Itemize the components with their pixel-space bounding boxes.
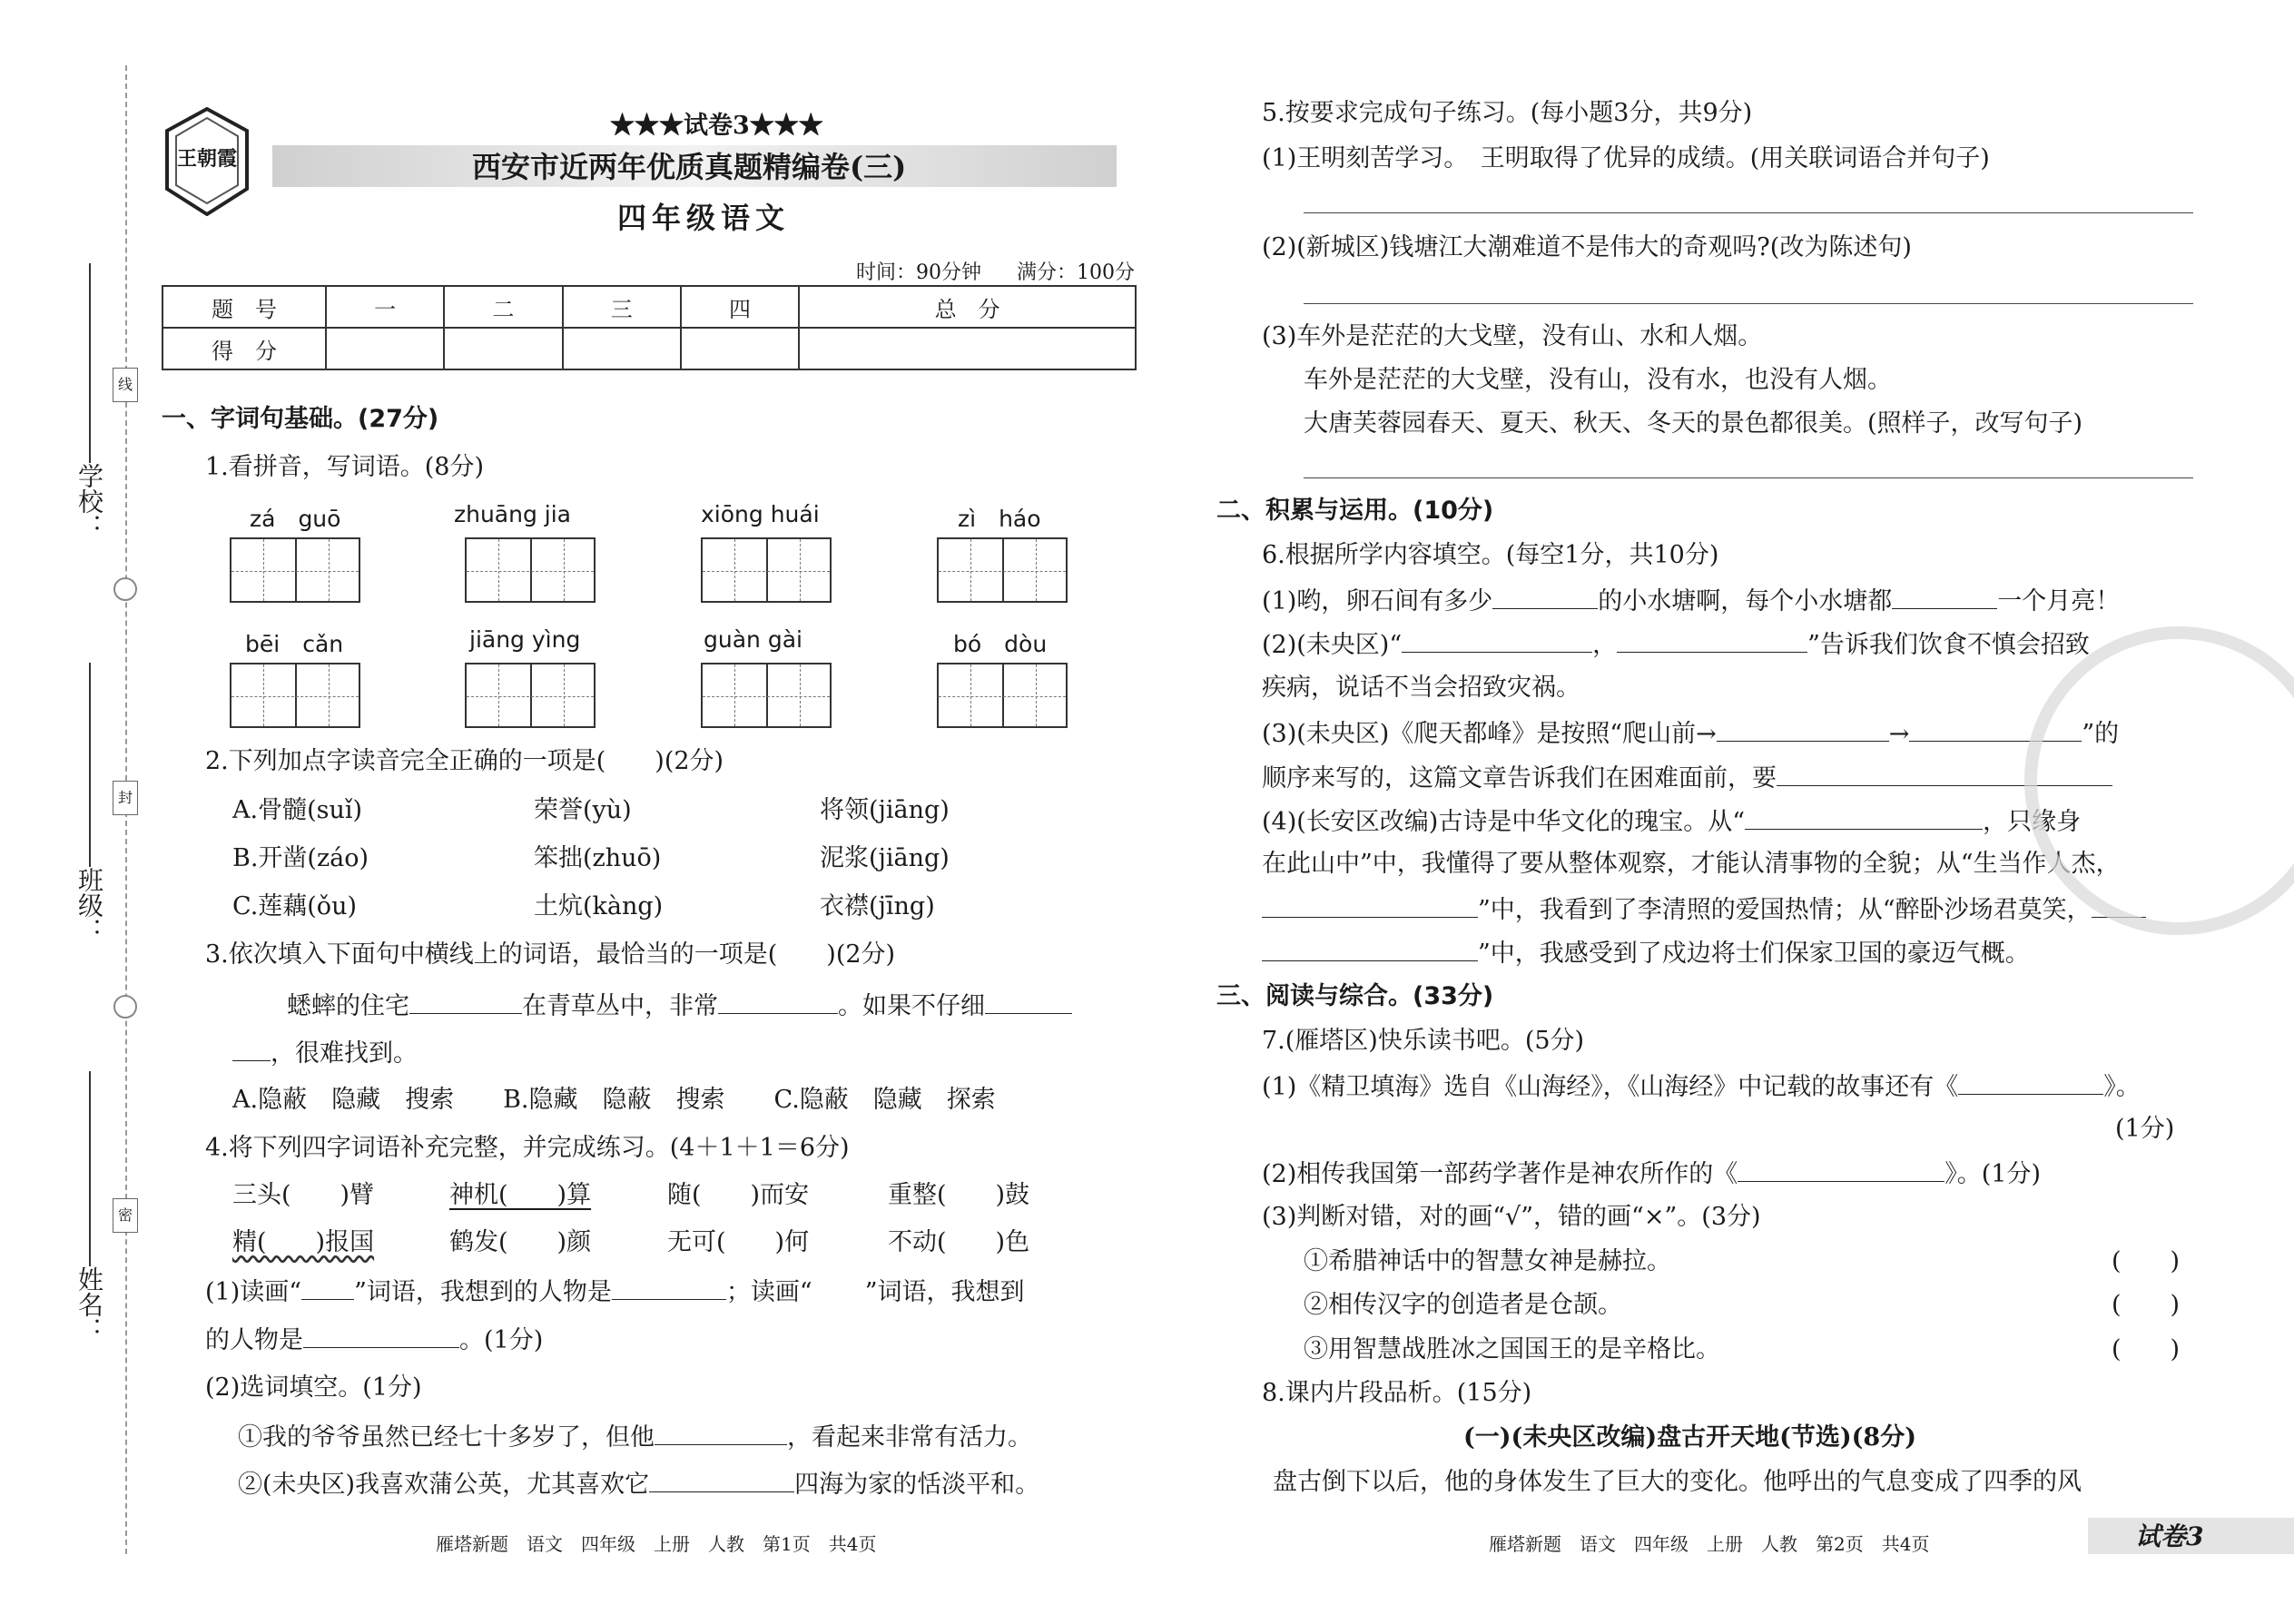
blank[interactable] xyxy=(1717,717,1889,742)
q4-word: 不动( )色 xyxy=(888,1228,1030,1256)
q7-title: 7.(雁塔区)快乐读书吧。(5分) xyxy=(1262,1027,1585,1055)
pinyin-label: zá guō xyxy=(250,506,341,532)
answer-line[interactable] xyxy=(1304,477,2193,478)
blank[interactable] xyxy=(232,1037,271,1061)
q7-sub1: (1)《精卫填海》选自《山海经》，《山海经》中记载的故事还有《 》。 xyxy=(1262,1070,2141,1103)
answer-line[interactable] xyxy=(1304,212,2193,213)
score-input[interactable] xyxy=(799,328,1136,369)
class-field[interactable] xyxy=(89,663,91,867)
section-3-heading: 三、阅读与综合。(33分) xyxy=(1216,982,1494,1010)
writing-grid[interactable] xyxy=(937,537,1068,603)
logo-badge xyxy=(163,107,251,216)
score-table-cell: 四 xyxy=(681,286,799,328)
section-1-heading: 一、字词句基础。(27分) xyxy=(162,405,439,433)
mark-box-3: 密 xyxy=(113,1198,138,1233)
score-input[interactable] xyxy=(681,328,799,369)
q6-sub4-line4: ”中，我感受到了戍边将士们保家卫国的豪迈气概。 xyxy=(1262,937,2030,969)
score-input[interactable] xyxy=(563,328,681,369)
q4-word: 重整( )鼓 xyxy=(888,1181,1030,1209)
q7-sub3: (3)判断对错，对的画“√”，错的画“×”。(3分) xyxy=(1262,1203,1761,1231)
q5-sub2: (2)(新城区)钱塘江大潮难道不是伟大的奇观吗?(改为陈述句) xyxy=(1262,233,1912,261)
q8-passage: 盘古倒下以后，他的身体发生了巨大的变化。他呼出的气息变成了四季的风 xyxy=(1273,1468,2082,1496)
q2-option-b1: B.开凿(záo) xyxy=(232,844,369,872)
page-footer-left: 雁塔新题 语文 四年级 上册 人教 第1页 共4页 xyxy=(436,1533,877,1555)
section-2-heading: 二、积累与运用。(10分) xyxy=(1216,497,1494,525)
blank[interactable] xyxy=(655,1421,787,1445)
blank[interactable] xyxy=(649,1468,794,1492)
mark-box-1: 线 xyxy=(113,368,138,402)
school-label: 学校： xyxy=(74,463,104,539)
writing-grid[interactable] xyxy=(465,663,596,728)
q2-option-c2: 土炕(kàng) xyxy=(534,892,664,920)
exam-full-score: 满分：100分 xyxy=(1017,261,1135,284)
q2-option-a3: 将领(jiāng) xyxy=(820,796,950,824)
q4-word: 鹤发( )颜 xyxy=(449,1228,592,1256)
writing-grid[interactable] xyxy=(937,663,1068,728)
q5-sub1: (1)王明刻苦学习。 王明取得了优异的成绩。(用关联词语合并句子) xyxy=(1262,144,1990,172)
q8-title: 8.课内片段品析。(15分) xyxy=(1262,1379,1532,1407)
q4-word: 神机( )算 xyxy=(449,1181,592,1209)
q4-word: 精( )报国 xyxy=(232,1228,375,1256)
pinyin-label: zì háo xyxy=(958,506,1041,532)
blank[interactable] xyxy=(1492,585,1598,609)
q4-sub2: (2)选词填空。(1分) xyxy=(205,1373,422,1402)
blank[interactable] xyxy=(1745,805,1983,830)
pinyin-label: bó dòu xyxy=(953,631,1048,657)
q4-word: 三头( )臂 xyxy=(232,1181,375,1209)
exam-subtitle: 四年级语文 xyxy=(617,201,791,235)
writing-grid[interactable] xyxy=(230,663,360,728)
q2-title: 2.下列加点字读音完全正确的一项是( )(2分) xyxy=(205,747,724,775)
q6-sub3-line2: 顺序来写的，这篇文章告诉我们在困难面前，要 xyxy=(1262,762,2112,794)
q2-option-c1: C.莲藕(ǒu) xyxy=(232,892,357,920)
score-table-cell: 题 号 xyxy=(162,286,326,328)
q3-options: A.隐蔽 隐藏 搜索 B.隐藏 隐蔽 搜索 C.隐蔽 隐藏 探索 xyxy=(232,1086,996,1114)
writing-grid[interactable] xyxy=(230,537,360,603)
blank[interactable] xyxy=(612,1275,726,1300)
exam-title: 西安市近两年优质真题精编卷(三) xyxy=(472,150,907,184)
blank[interactable] xyxy=(985,989,1072,1014)
writing-grid[interactable] xyxy=(465,537,596,603)
pinyin-label: jiāng yìng xyxy=(469,626,581,653)
logo-text: 王朝霞 xyxy=(176,147,237,171)
blank[interactable] xyxy=(1738,1157,1944,1182)
q7-sub1-points: (1分) xyxy=(2115,1115,2175,1143)
q6-sub4-line3: ”中，我看到了李清照的爱国热情；从“醉卧沙场君莫笑， xyxy=(1262,893,2146,926)
pinyin-label: zhuāng jia xyxy=(454,501,572,527)
q7-sub2: (2)相传我国第一部药学著作是神农所作的《 》。(1分) xyxy=(1262,1157,2041,1190)
q2-option-a1: A.骨髓(suǐ) xyxy=(232,796,363,824)
blank[interactable] xyxy=(1262,893,1478,918)
pinyin-label: guàn gài xyxy=(704,626,802,653)
q4-word: 随( )而安 xyxy=(667,1181,810,1209)
score-input[interactable] xyxy=(444,328,562,369)
class-label: 班级： xyxy=(74,867,104,943)
pinyin-label: xiōng huái xyxy=(701,501,820,527)
blank[interactable] xyxy=(409,989,522,1014)
q6-sub4-line2: 在此山中”中，我懂得了要从整体观察，才能认清事物的全貌；从“生当作人杰， xyxy=(1262,850,2121,878)
q5-sub3-line1: (3)车外是茫茫的大戈壁，没有山、水和人烟。 xyxy=(1262,322,1763,350)
q4-word: 无可( )何 xyxy=(667,1228,810,1256)
q8-passage-title: (一)(未央区改编)盘古开天地(节选)(8分) xyxy=(1463,1423,1916,1452)
binding-hole-icon xyxy=(113,995,137,1019)
q2-option-b2: 笨拙(zhuō) xyxy=(534,844,662,872)
q6-sub3-line1: (3)(未央区)《爬天都峰》是按照“爬山前→ → ”的 xyxy=(1262,717,2119,750)
blank[interactable] xyxy=(1958,1070,2103,1095)
mark-box-2: 封 xyxy=(113,781,138,815)
q3-title: 3.依次填入下面句中横线上的词语，最恰当的一项是( )(2分) xyxy=(205,940,896,969)
score-table-cell: 得 分 xyxy=(162,328,326,369)
blank[interactable] xyxy=(1617,628,1807,653)
judge-answer-box[interactable]: ( ) xyxy=(2112,1247,2181,1275)
page-footer-right: 雁塔新题 语文 四年级 上册 人教 第2页 共4页 xyxy=(1489,1533,1930,1555)
blank xyxy=(301,1275,354,1300)
q6-title: 6.根据所学内容填空。(每空1分，共10分) xyxy=(1262,541,1719,569)
q6-sub1: (1)哟，卵石间有多少 的小水塘啊，每个小水塘都 一个月亮！ xyxy=(1262,585,2120,617)
exam-time: 时间：90分钟 xyxy=(856,261,981,284)
pinyin-label: bēi cǎn xyxy=(245,631,344,657)
q4-sub2-b: ②(未央区)我喜欢蒲公英，尤其喜欢它 四海为家的恬淡平和。 xyxy=(238,1468,1039,1501)
name-field[interactable] xyxy=(89,1071,91,1266)
q6-sub2-line1: (2)(未央区)“ ， ”告诉我们饮食不慎会招致 xyxy=(1262,628,2090,661)
q5-sub3-line2: 车外是茫茫的大戈壁，没有山，没有水，也没有人烟。 xyxy=(1304,366,1892,394)
blank[interactable] xyxy=(718,989,838,1014)
score-table-cell: 三 xyxy=(563,286,681,328)
q4-sub1-line1: (1)读画“ ”词语，我想到的人物是 ；读画“ ”词语，我想到 xyxy=(205,1275,1025,1308)
writing-grid[interactable] xyxy=(701,663,832,728)
q4-title: 4.将下列四字词语补充完整，并完成练习。(4＋1＋1＝6分) xyxy=(205,1134,850,1162)
q3-sentence-line2: ，很难找到。 xyxy=(232,1037,418,1069)
q5-title: 5.按要求完成句子练习。(每小题3分，共9分) xyxy=(1262,99,1753,127)
score-table xyxy=(162,285,1137,370)
q7-judge-1: ①希腊神话中的智慧女神是赫拉。 xyxy=(1304,1247,1671,1275)
judge-answer-box[interactable]: ( ) xyxy=(2112,1335,2181,1363)
school-field[interactable] xyxy=(89,263,91,463)
q6-sub2-line2: 疾病，说话不当会招致灾祸。 xyxy=(1262,674,1580,702)
score-table-cell: 一 xyxy=(326,286,444,328)
q7-judge-3: ③用智慧战胜冰之国国王的是辛格比。 xyxy=(1304,1335,1720,1363)
q1-title: 1.看拼音，写词语。(8分) xyxy=(205,453,485,481)
blank[interactable] xyxy=(1402,628,1592,653)
q4-sub2-a: ①我的爷爷虽然已经七十多岁了，但他 ，看起来非常有活力。 xyxy=(238,1421,1032,1453)
q4-sub1-line2: 的人物是 。(1分) xyxy=(205,1324,543,1356)
blank xyxy=(812,1276,865,1300)
q2-option-b3: 泥浆(jiāng) xyxy=(820,844,950,872)
q7-judge-2: ②相传汉字的创造者是仓颉。 xyxy=(1304,1291,1622,1319)
score-input[interactable] xyxy=(326,328,444,369)
score-table-cell: 总 分 xyxy=(799,286,1136,328)
q2-option-a2: 荣誉(yù) xyxy=(534,796,632,824)
footer-tag: 试卷3 xyxy=(2135,1521,2204,1551)
score-table-score-row xyxy=(162,328,1136,369)
score-table-header-row xyxy=(162,286,1136,328)
answer-line[interactable] xyxy=(1304,303,2193,304)
exam-badge: ★★★试卷3★★★ xyxy=(610,112,823,140)
q2-option-c3: 衣襟(jīng) xyxy=(820,892,935,920)
score-table-cell: 二 xyxy=(444,286,562,328)
blank[interactable] xyxy=(1262,937,1478,961)
watermark-seal-icon xyxy=(2024,626,2294,935)
writing-grid[interactable] xyxy=(701,537,832,603)
blank[interactable] xyxy=(303,1324,459,1348)
q3-sentence-line1: 蟋蟀的住宅 在青草丛中，非常 。如果不仔细 xyxy=(287,989,1072,1022)
q6-sub4-line1: (4)(长安区改编)古诗是中华文化的瑰宝。从“ ，只缘身 xyxy=(1262,805,2081,838)
name-label: 姓名： xyxy=(74,1266,104,1343)
q5-sub3-line3: 大唐芙蓉园春天、夏天、秋天、冬天的景色都很美。(照样子，改写句子) xyxy=(1304,409,2083,438)
blank[interactable] xyxy=(1892,585,1997,609)
judge-answer-box[interactable]: ( ) xyxy=(2112,1291,2181,1319)
binding-hole-icon xyxy=(113,577,137,601)
